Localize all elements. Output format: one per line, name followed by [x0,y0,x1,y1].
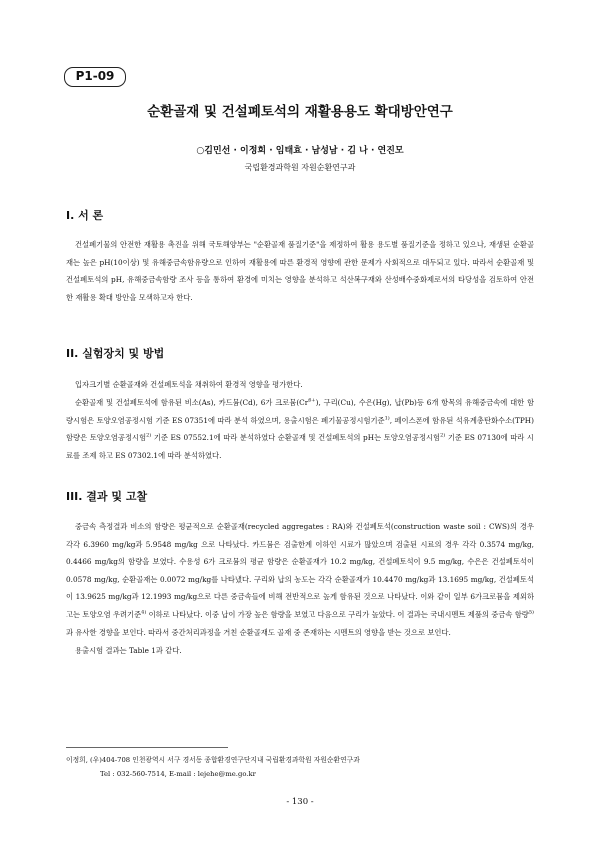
paper-title: 순환골재 및 건설폐토석의 재활용용도 확대방안연구 [147,104,453,120]
methods-paragraph-2: 순환골재 및 건설폐토석에 함유된 비소(As), 카드뮴(Cd), 6가 크로뮴$(Cr^{6+})$, 구리(Cu), 수은(Hg), 납(Pb)등 6개 항목의 유해중금속에 대한 함량시험은 토양오염공정시험 기준 ES 07351에 따라 분석 하였으며, 용출시험은 폐기물공정시험기준$^{1)}$, 페이스폰에 함유된 석유계총탄화수소(TPH) 함량은 토양오염공정시험$^{2)}$ 기준 ES 07552.1에 따라 분석하였다 순환골재 및 건설폐토석의 pH는 토양오염공정시험$^{2)}$ 기준 ES 07130에 따라 시료를 조제 하고 ES 07302.1에 따라 분석하였다. [66,397,534,460]
introduction-paragraph: 건설폐기물의 안전한 재활용 촉진을 위해 국토해양부는 "순환골재 품질기준"을 제정하여 활용 용도별 품질기준을 정하고 있으나, 재생된 순환골재는 높은 pH(10이상) 및 유해중금속함유량으로 인하여 재활용에 따른 환경적 영향에 관한 문제가 사회적으로 대두되고 있다. 따라서 순환골재 및 건설폐토석의 pH, 유해중금속함량 조사 등을 통하여 환경에 미치는 영향을 분석하고 석산복구재와 산성배수중화제로서의 타당성을 검토하여 안전한 재활용 확대 방안을 모색하고자 한다. [66,240,534,302]
results-paragraph-2: 용출시험 결과는 Table 1과 같다. [75,646,182,655]
page-number: - 130 - [286,797,314,807]
affiliation: 국립환경과학원 자원순환연구과 [244,163,356,172]
section-heading-introduction: I. 서 론 [66,209,104,222]
footnote-address: 이정희, (우)404-708 인천광역시 서구 경서동 종합환경연구단지내 국립환경과학원 자원순환연구과 [66,756,360,764]
section-heading-methods: II. 실험장치 및 방법 [66,347,165,360]
footnote-contact: Tel : 032-560-7514, E-mail : lejehe@me.go.kr [100,770,256,778]
author-list: ○김민선 · 이정희 · 임태효 · 남성남 · 김 나 · 연진모 [196,146,404,156]
section-heading-results: III. 결과 및 고찰 [66,490,148,503]
footnote-divider [66,747,228,748]
results-paragraph-1: 중금속 측정결과 비소의 함량은 평균적으로 순환골재(recycled aggregates : RA)와 건설폐토석(construction waste soil : CWS)의 경우 각각 6.3960 mg/kg과 5.9548 mg/kg 으로 나타났다. 카드뮴은 검출한계 이하인 시료가 많았으며 검출된 시료의 경우 각각 0.3574 mg/kg, 0.4466 mg/kg의 함량을 보였다. 수용성 6가 크로뮴의 평균 함량은 순환골재가 10.2 mg/kg, 건설폐토석이 9.5 mg/kg, 수은은 건설폐토석이 0.0578 mg/kg, 순환골재는 0.0072 mg/kg를 나타냈다. 구리와 납의 농도는 각각 순환골재가 10.4470 mg/kg과 13.1695 mg/kg, 건설폐토석이 13.9625 mg/kg과 12.1993 mg/kg으로 다른 중금속들에 비해 전반적으로 높게 함유된 것으로 나타났다. 이와 같이 일부 6가크로뮴을 제외하고는 토양오염 우려기준$^{4)}$ 이하로 나타났다. 이중 납이 가장 높은 함량을 보였고 다음으로 구리가 높았다. 이 결과는 국내시멘트 제품의 중금속 함량$^{5)}$과 유사한 경향을 보인다. 따라서 중간처리과정을 거친 순환골재도 골재 중 존재하는 시멘트의 영향을 받는 것으로 보인다. [66,522,534,637]
session-badge: P1-09 [64,67,126,87]
methods-paragraph-1: 입자크기별 순환골재와 건설폐토석을 채취하여 환경적 영향을 평가한다. [75,380,303,389]
